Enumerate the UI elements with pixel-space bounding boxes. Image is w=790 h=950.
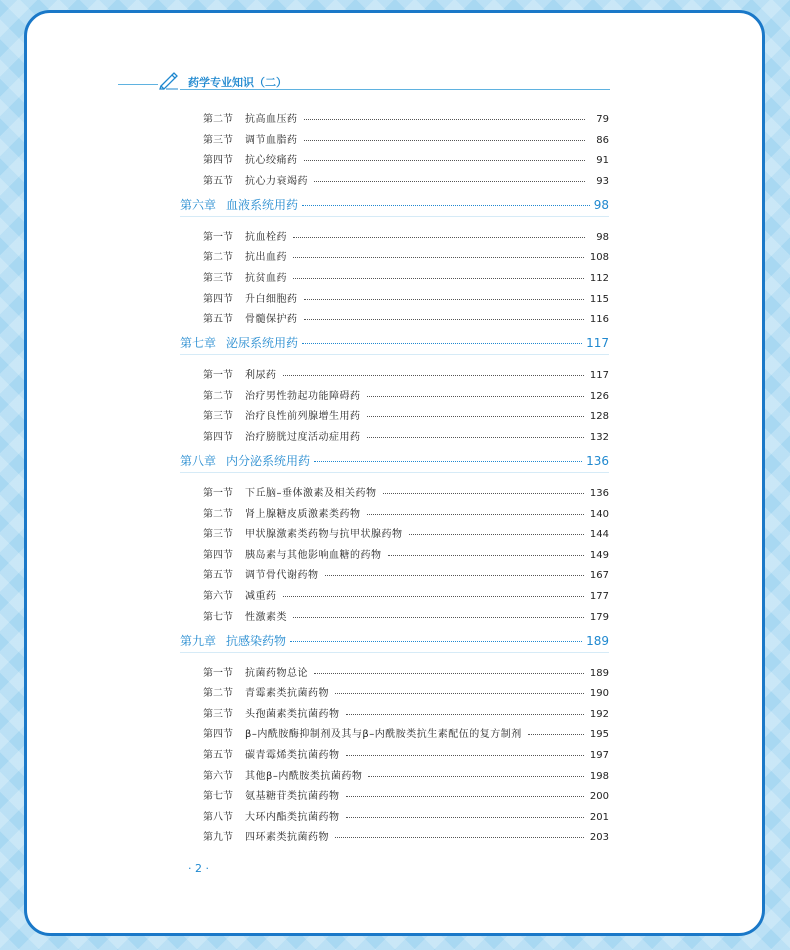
- toc-section-row[interactable]: [203, 566, 609, 581]
- section-title: 抗菌药物总论: [245, 667, 308, 679]
- section-title: 骨髓保护药: [245, 314, 298, 326]
- section-title: 抗高血压药: [245, 114, 298, 125]
- section-number: 第一节: [203, 667, 233, 679]
- section-title: 其他β–内酰胺类抗菌药物: [245, 770, 363, 782]
- section-page: 144: [589, 529, 609, 541]
- section-title: 氨基糖苷类抗菌药物: [245, 791, 340, 803]
- section-title: 减重药: [245, 591, 277, 602]
- dot-leader: [302, 205, 590, 206]
- toc-section-row[interactable]: [203, 484, 609, 499]
- section-number: 第五节: [203, 175, 233, 187]
- toc-chapter-row[interactable]: [180, 452, 609, 469]
- header-title: 药学专业知识（二）: [188, 76, 287, 89]
- chapter-title: 抗感染药物: [226, 633, 287, 648]
- section-page: 98: [596, 231, 609, 243]
- section-title: 抗出血药: [245, 252, 287, 264]
- toc-section-row[interactable]: [203, 310, 609, 325]
- section-title: 抗心绞痛药: [245, 155, 298, 167]
- section-number: 第四节: [203, 432, 233, 443]
- chapter-number: 第八章: [180, 454, 217, 468]
- dot-leader: [293, 237, 585, 238]
- toc-section-row[interactable]: [203, 546, 609, 561]
- section-number: 第二节: [203, 390, 233, 402]
- toc-section-row[interactable]: [203, 525, 609, 540]
- dot-leader: [283, 375, 584, 376]
- section-page: 91: [596, 155, 609, 167]
- section-number: 第二节: [203, 688, 233, 700]
- dot-leader: [293, 257, 584, 258]
- chapter-number: 第九章: [180, 633, 217, 648]
- dot-leader: [290, 641, 582, 642]
- section-number: 第三节: [203, 708, 233, 720]
- dot-leader: [346, 755, 584, 756]
- page-number: · 2 ·: [188, 862, 209, 875]
- section-number: 第四节: [203, 155, 233, 167]
- toc-section-row[interactable]: [203, 725, 609, 740]
- section-number: 第九节: [203, 832, 233, 844]
- section-page: 116: [589, 314, 609, 326]
- toc-section-row[interactable]: [203, 828, 609, 843]
- chapter-number: 第七章: [180, 336, 217, 351]
- section-title: 调节骨代谢药物: [245, 570, 319, 582]
- section-page: 198: [589, 770, 609, 782]
- section-title: 抗贫血药: [245, 273, 287, 284]
- section-number: 第一节: [203, 370, 233, 382]
- section-page: 167: [589, 570, 609, 582]
- toc-section-row[interactable]: [203, 608, 609, 623]
- section-page: 189: [589, 667, 609, 679]
- section-page: 177: [589, 591, 609, 602]
- toc-section-row[interactable]: [203, 684, 609, 699]
- section-number: 第三节: [203, 273, 233, 284]
- section-number: 第五节: [203, 570, 233, 582]
- section-title: 碳青霉烯类抗菌药物: [245, 750, 340, 761]
- toc-section-row[interactable]: [203, 269, 609, 284]
- section-title: 性激素类: [245, 611, 287, 623]
- chapter-title: 血液系统用药: [226, 197, 299, 212]
- section-number: 第六节: [203, 770, 233, 782]
- dot-leader: [304, 119, 586, 120]
- dot-leader: [367, 396, 584, 397]
- section-number: 第二节: [203, 114, 233, 125]
- section-title: 下丘脑–垂体激素及相关药物: [245, 488, 377, 499]
- dot-leader: [368, 776, 584, 777]
- toc-section-row[interactable]: [203, 172, 609, 187]
- toc-section-row[interactable]: [203, 746, 609, 761]
- section-title: 抗血栓药: [245, 231, 287, 243]
- dot-leader: [304, 319, 584, 320]
- toc-section-row[interactable]: [203, 705, 609, 720]
- dot-leader: [283, 596, 584, 597]
- chapter-divider: [180, 216, 609, 217]
- section-number: 第六节: [203, 591, 233, 602]
- section-title: 调节血脂药: [245, 134, 298, 146]
- toc-section-row[interactable]: [203, 808, 609, 823]
- toc-section-row[interactable]: [203, 587, 609, 602]
- section-page: 200: [589, 791, 609, 803]
- dot-leader: [409, 534, 584, 535]
- toc-section-row[interactable]: [203, 228, 609, 243]
- section-number: 第二节: [203, 508, 233, 520]
- section-page: 108: [589, 252, 609, 264]
- section-number: 第四节: [203, 729, 233, 741]
- dot-leader: [346, 796, 584, 797]
- section-page: 192: [589, 708, 609, 720]
- dot-leader: [325, 575, 584, 576]
- dot-leader: [293, 278, 584, 279]
- section-number: 第四节: [203, 549, 233, 561]
- dot-leader: [346, 817, 584, 818]
- dot-leader: [304, 299, 584, 300]
- toc-section-row[interactable]: [203, 248, 609, 263]
- toc-section-row[interactable]: [203, 428, 609, 443]
- section-title: 升白细胞药: [245, 293, 298, 305]
- toc-section-row[interactable]: [203, 387, 609, 402]
- dot-leader: [528, 734, 584, 735]
- toc-section-row[interactable]: [203, 505, 609, 520]
- section-number: 第三节: [203, 529, 233, 541]
- chapter-page: 136: [586, 454, 609, 468]
- dot-leader: [293, 617, 584, 618]
- chapter-divider: [180, 472, 609, 473]
- section-page: 201: [589, 811, 609, 823]
- dot-leader: [314, 673, 584, 674]
- section-page: 149: [589, 549, 609, 561]
- section-page: 93: [596, 175, 609, 187]
- toc-section-row[interactable]: [203, 407, 609, 422]
- section-page: 197: [589, 750, 609, 761]
- dot-leader: [367, 437, 584, 438]
- section-title: 抗心力衰竭药: [245, 175, 308, 187]
- dot-leader: [367, 416, 584, 417]
- dot-leader: [388, 555, 584, 556]
- section-number: 第七节: [203, 791, 233, 803]
- section-number: 第七节: [203, 611, 233, 623]
- section-title: 治疗膀胱过度活动症用药: [245, 432, 361, 443]
- toc-section-row[interactable]: [203, 151, 609, 166]
- section-title: 胰岛素与其他影响血糖的药物: [245, 549, 382, 561]
- toc-chapter-row[interactable]: [180, 334, 609, 351]
- toc-section-row[interactable]: [203, 767, 609, 782]
- dot-leader: [304, 160, 586, 161]
- dot-leader: [383, 493, 584, 494]
- section-page: 86: [596, 134, 609, 146]
- section-page: 190: [589, 688, 609, 700]
- section-title: 治疗男性勃起功能障碍药: [245, 390, 361, 402]
- chapter-divider: [180, 652, 609, 653]
- section-page: 117: [589, 370, 609, 382]
- dot-leader: [335, 693, 584, 694]
- section-page: 128: [589, 411, 609, 423]
- toc-section-row[interactable]: [203, 664, 609, 679]
- section-title: 四环素类抗菌药物: [245, 832, 329, 844]
- section-title: 利尿药: [245, 370, 277, 382]
- chapter-title: 泌尿系统用药: [226, 336, 299, 351]
- section-number: 第三节: [203, 134, 233, 146]
- section-number: 第八节: [203, 811, 233, 823]
- section-page: 132: [589, 432, 609, 443]
- dot-leader: [302, 343, 582, 344]
- section-number: 第三节: [203, 411, 233, 423]
- toc-chapter-row[interactable]: [180, 196, 609, 213]
- section-number: 第五节: [203, 314, 233, 326]
- toc-chapter-row[interactable]: [180, 632, 609, 649]
- chapter-divider: [180, 354, 609, 355]
- chapter-title: 内分泌系统用药: [226, 454, 311, 468]
- section-page: 179: [589, 611, 609, 623]
- dot-leader: [367, 514, 584, 515]
- section-title: 大环内酯类抗菌药物: [245, 811, 340, 823]
- toc-section-row[interactable]: [203, 131, 609, 146]
- toc-section-row[interactable]: [203, 110, 609, 125]
- section-title: 甲状腺激素类药物与抗甲状腺药物: [245, 529, 403, 541]
- dot-leader: [314, 181, 585, 182]
- toc-section-row[interactable]: [203, 366, 609, 381]
- section-number: 第五节: [203, 750, 233, 761]
- section-page: 136: [589, 488, 609, 499]
- section-page: 79: [596, 114, 609, 125]
- dot-leader: [335, 837, 584, 838]
- section-title: 治疗良性前列腺增生用药: [245, 411, 361, 423]
- chapter-page: 117: [586, 336, 609, 351]
- section-title: 肾上腺糖皮质激素类药物: [245, 508, 361, 520]
- chapter-number: 第六章: [180, 197, 217, 212]
- section-page: 195: [589, 729, 609, 741]
- section-page: 115: [589, 293, 609, 305]
- section-page: 203: [589, 832, 609, 844]
- section-page: 126: [589, 390, 609, 402]
- chapter-page: 98: [593, 197, 609, 212]
- toc-section-row[interactable]: [203, 787, 609, 802]
- section-number: 第一节: [203, 488, 233, 499]
- section-number: 第一节: [203, 231, 233, 243]
- section-number: 第二节: [203, 252, 233, 264]
- dot-leader: [314, 461, 582, 462]
- dot-leader: [304, 140, 586, 141]
- section-page: 140: [589, 508, 609, 520]
- section-title: 头孢菌素类抗菌药物: [245, 708, 340, 720]
- section-title: β–内酰胺酶抑制剂及其与β–内酰胺类抗生素配伍的复方制剂: [245, 729, 522, 741]
- section-number: 第四节: [203, 293, 233, 305]
- toc-section-row[interactable]: [203, 290, 609, 305]
- section-page: 112: [589, 273, 609, 284]
- chapter-page: 189: [586, 633, 609, 648]
- section-title: 青霉素类抗菌药物: [245, 688, 329, 700]
- dot-leader: [346, 714, 584, 715]
